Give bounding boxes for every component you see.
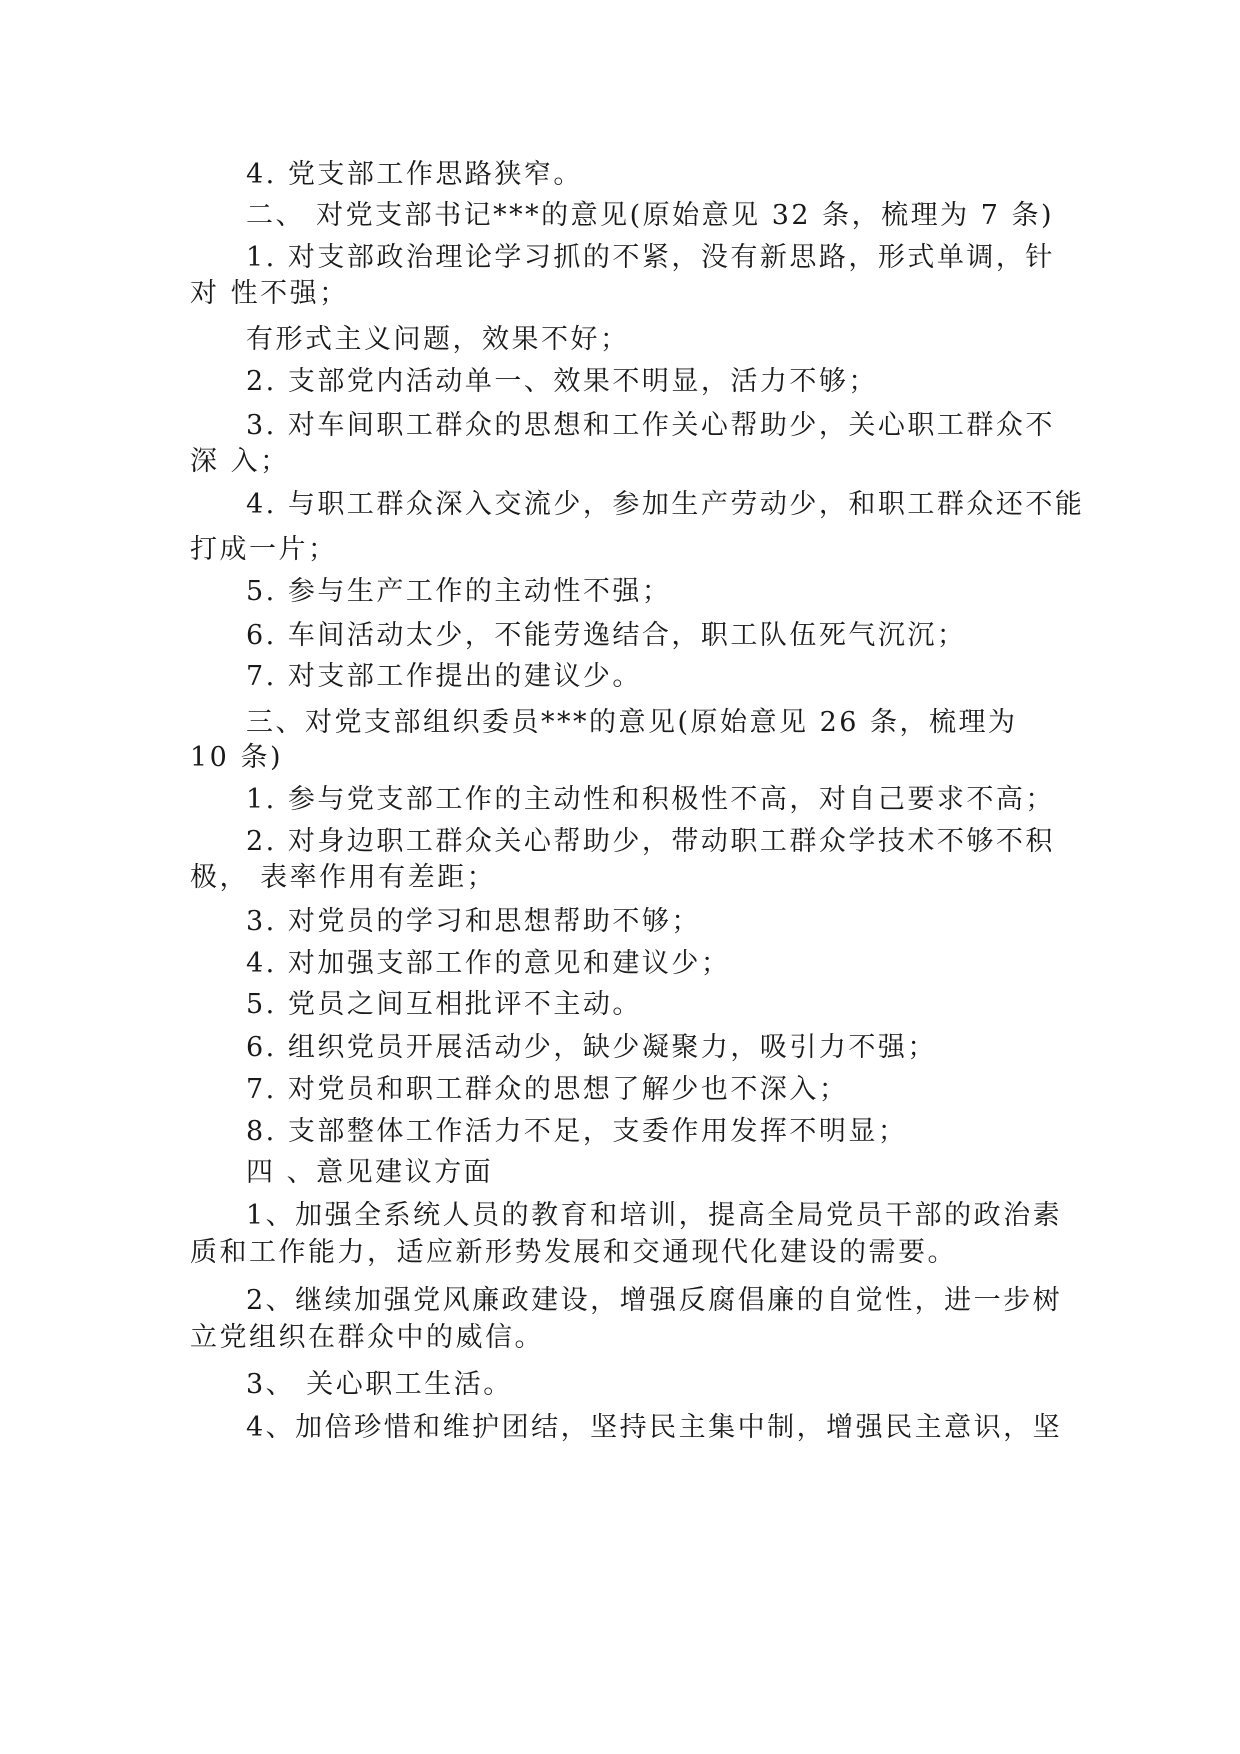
text-line: 质和工作能力，适应新形势发展和交通现代化建设的需要。 [190, 1237, 957, 1268]
text-line: 7. 对党员和职工群众的思想了解少也不深入； [246, 1074, 849, 1105]
text-line: 1. 对支部政治理论学习抓的不紧，没有新思路，形式单调，针 [246, 242, 1055, 273]
text-line: 1. 参与党支部工作的主动性和积极性不高，对自己要求不高； [246, 784, 1055, 815]
text-line: 2. 支部党内活动单一、效果不明显，活力不够； [246, 366, 878, 397]
text-line: 10 条) [190, 742, 283, 773]
text-line: 5. 参与生产工作的主动性不强； [246, 576, 672, 607]
text-line: 1、加强全系统人员的教育和培训，提高全局党员干部的政治素 [246, 1200, 1063, 1231]
text-line: 6. 组织党员开展活动少，缺少凝聚力，吸引力不强； [246, 1032, 937, 1063]
text-line: 7. 对支部工作提出的建议少。 [246, 661, 642, 692]
section-heading: 三、对党支部组织委员***的意见(原始意见 26 条，梳理为 [246, 707, 1018, 738]
text-line: 4. 对加强支部工作的意见和建议少； [246, 948, 731, 979]
text-line: 立党组织在群众中的威信。 [190, 1322, 544, 1353]
text-line: 6. 车间活动太少，不能劳逸结合，职工队伍死气沉沉； [246, 620, 967, 651]
text-line: 极， 表率作用有差距； [190, 862, 497, 893]
section-heading: 二、 对党支部书记***的意见(原始意见 32 条，梳理为 7 条) [246, 200, 1055, 231]
text-line: 3. 对车间职工群众的思想和工作关心帮助少，关心职工群众不 [246, 410, 1055, 441]
text-line: 4. 党支部工作思路狭窄。 [246, 159, 583, 190]
text-line: 4. 与职工群众深入交流少，参加生产劳动少，和职工群众还不能 [246, 489, 1085, 520]
text-line: 2. 对身边职工群众关心帮助少，带动职工群众学技术不够不积 [246, 826, 1055, 857]
text-line: 2、继续加强党风廉政建设，增强反腐倡廉的自觉性，进一步树 [246, 1285, 1063, 1316]
text-line: 8. 支部整体工作活力不足，支委作用发挥不明显； [246, 1116, 908, 1147]
text-line: 3. 对党员的学习和思想帮助不够； [246, 906, 701, 937]
text-line: 对 性不强； [190, 278, 349, 309]
text-line: 5. 党员之间互相批评不主动。 [246, 989, 642, 1020]
text-line: 4、加倍珍惜和维护团结，坚持民主集中制，增强民主意识，坚 [246, 1412, 1063, 1443]
text-line: 有形式主义问题，效果不好； [246, 324, 630, 355]
text-line: 打成一片； [190, 534, 338, 565]
text-line: 深 入； [190, 446, 290, 477]
text-line: 3、 关心职工生活。 [246, 1369, 513, 1400]
section-heading: 四 、意见建议方面 [246, 1157, 494, 1188]
